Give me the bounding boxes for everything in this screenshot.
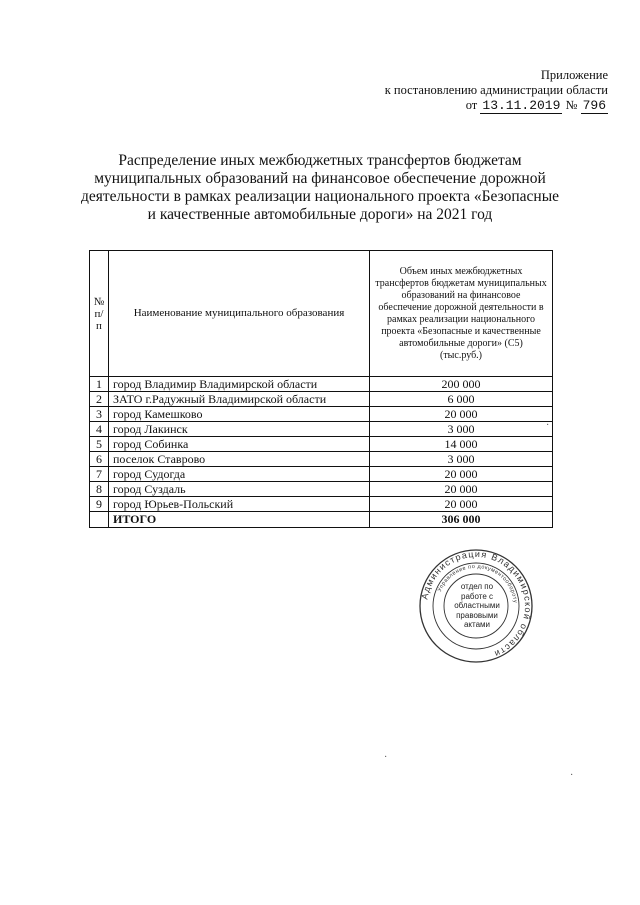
- row-value: 6 000: [370, 392, 553, 407]
- appendix-date-line: [385, 98, 608, 113]
- row-municipality: город Камешково: [109, 407, 370, 422]
- row-value: 3 000: [370, 452, 553, 467]
- header-municipality: Наименование муниципального образования: [109, 251, 370, 377]
- appendix-title: Приложение: [540, 68, 608, 82]
- table-row: [90, 407, 553, 422]
- stamp-ring-text: Управление по документообороту: [436, 563, 518, 604]
- row-value: 20 000: [370, 482, 553, 497]
- appendix-block: [385, 68, 608, 113]
- row-value: 200 000: [370, 377, 553, 392]
- row-number: 3: [90, 407, 109, 422]
- row-number: 8: [90, 482, 109, 497]
- row-number: 9: [90, 497, 109, 512]
- row-number: 2: [90, 392, 109, 407]
- total-row: [90, 512, 553, 528]
- scan-mark: ·: [384, 752, 388, 763]
- row-municipality: город Собинка: [109, 437, 370, 452]
- appendix-reference: к постановлению администрации области: [384, 83, 608, 97]
- table-row: [90, 452, 553, 467]
- header-number: № п/п: [90, 251, 109, 377]
- date-prefix: от: [465, 98, 478, 112]
- scan-mark: ·: [570, 770, 574, 781]
- row-value: 3 000: [370, 422, 553, 437]
- row-value: 20 000: [370, 497, 553, 512]
- number-prefix: №: [565, 98, 578, 112]
- row-municipality: город Судогда: [109, 467, 370, 482]
- total-value: 306 000: [370, 512, 553, 528]
- row-value: 20 000: [370, 467, 553, 482]
- row-number: 7: [90, 467, 109, 482]
- row-value: 14 000: [370, 437, 553, 452]
- row-municipality: город Юрьев-Польский: [109, 497, 370, 512]
- distribution-table: [89, 250, 553, 528]
- table-row: [90, 422, 553, 437]
- scan-mark: ·: [546, 420, 550, 431]
- row-municipality: город Лакинск: [109, 422, 370, 437]
- row-value: 20 000: [370, 407, 553, 422]
- row-municipality: город Владимир Владимирской области: [109, 377, 370, 392]
- table-row: [90, 392, 553, 407]
- row-number: 5: [90, 437, 109, 452]
- resolution-number: 796: [582, 98, 606, 113]
- row-number: 4: [90, 422, 109, 437]
- table-row: [90, 482, 553, 497]
- row-number: 6: [90, 452, 109, 467]
- table-row: [90, 467, 553, 482]
- row-municipality: поселок Ставрово: [109, 452, 370, 467]
- header-volume-unit: (тыс.руб.): [439, 349, 482, 361]
- row-number: 1: [90, 377, 109, 392]
- table-body: [90, 377, 553, 512]
- document-title: Распределение иных межбюджетных трансфертов бюджетам муниципальных образований на финансовое обеспечение дорожной деятельности в рамках реализации национального проекта «Безопасные и качественные автомобильные дороги» на 2021 год: [81, 152, 559, 223]
- table-row: [90, 377, 553, 392]
- resolution-date: 13.11.2019: [482, 98, 561, 113]
- table-row: [90, 497, 553, 512]
- header-volume: [370, 251, 553, 377]
- row-municipality: город Суздаль: [109, 482, 370, 497]
- total-number-cell: [90, 512, 109, 528]
- stamp-outer-text: Администрация Владимирской области: [419, 548, 534, 660]
- table-row: [90, 437, 553, 452]
- row-municipality: ЗАТО г.Радужный Владимирской области: [109, 392, 370, 407]
- total-label: ИТОГО: [109, 512, 370, 528]
- table-header-row: [90, 251, 553, 377]
- stamp-inner-text: отдел по работе с областными правовыми актами: [454, 582, 500, 629]
- header-volume-text: Объем иных межбюджетных трансфертов бюджетам муниципальных образований на финансовое обеспечение дорожной деятельности в рамках реализации национального проекта «Безопасные и качественные автомобильные дороги» (С5): [375, 265, 547, 349]
